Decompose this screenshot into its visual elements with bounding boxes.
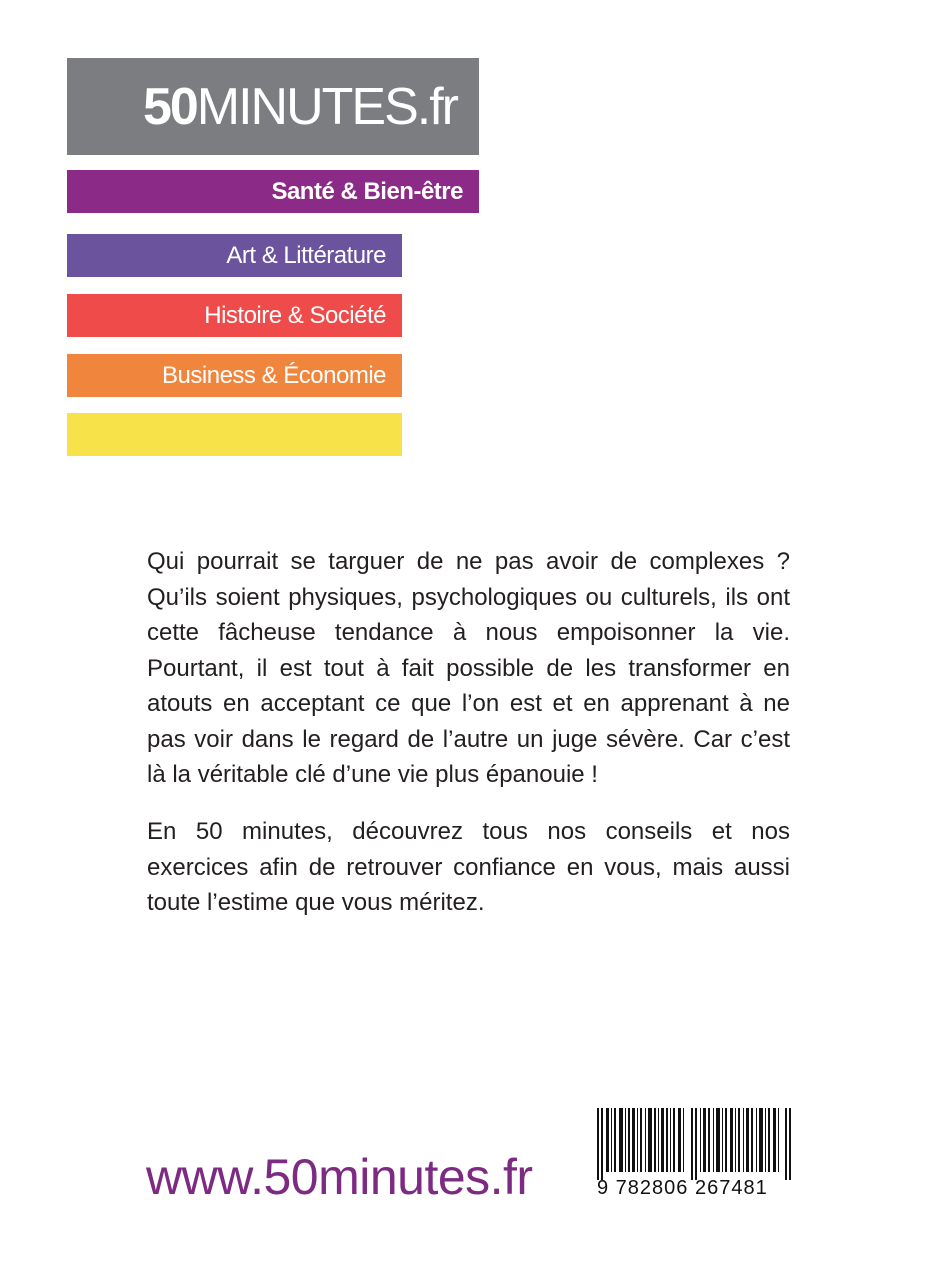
barcode-icon bbox=[597, 1108, 793, 1180]
category-histoire: Histoire & Société bbox=[67, 294, 402, 337]
category-business: Business & Économie bbox=[67, 354, 402, 397]
category-yellow-bar bbox=[67, 413, 402, 456]
summary-paragraph-1: Qui pourrait se targuer de ne pas avoir de complexes ? Qu’ils soient physiques, psychologiques ou culturels, ils ont cette fâcheuse tendance à nous empoisonner la vie. Pourtant, il est tout à fait possible de les transformer en atouts en acceptant ce que l’on est et en apprenant à ne pas voir dans le regard de l’autre un juge sévère. Car c’est là la véritable clé d’une vie plus épanouie ! bbox=[147, 548, 790, 788]
summary-paragraph-2: En 50 minutes, découvrez tous nos conseils et nos exercices afin de retrouver confiance en vous, mais aussi toute l’estime que vous méritez. bbox=[147, 818, 790, 916]
website-url: www.50minutes.fr bbox=[146, 1149, 533, 1205]
category-sante: Santé & Bien-être bbox=[67, 170, 479, 213]
logo-text: MINUTES.fr bbox=[196, 77, 457, 136]
logo-number: 50 bbox=[142, 77, 197, 136]
brand-logo bbox=[67, 58, 479, 155]
isbn-number: 9 782806 267481 bbox=[597, 1177, 768, 1199]
category-art: Art & Littérature bbox=[67, 234, 402, 277]
